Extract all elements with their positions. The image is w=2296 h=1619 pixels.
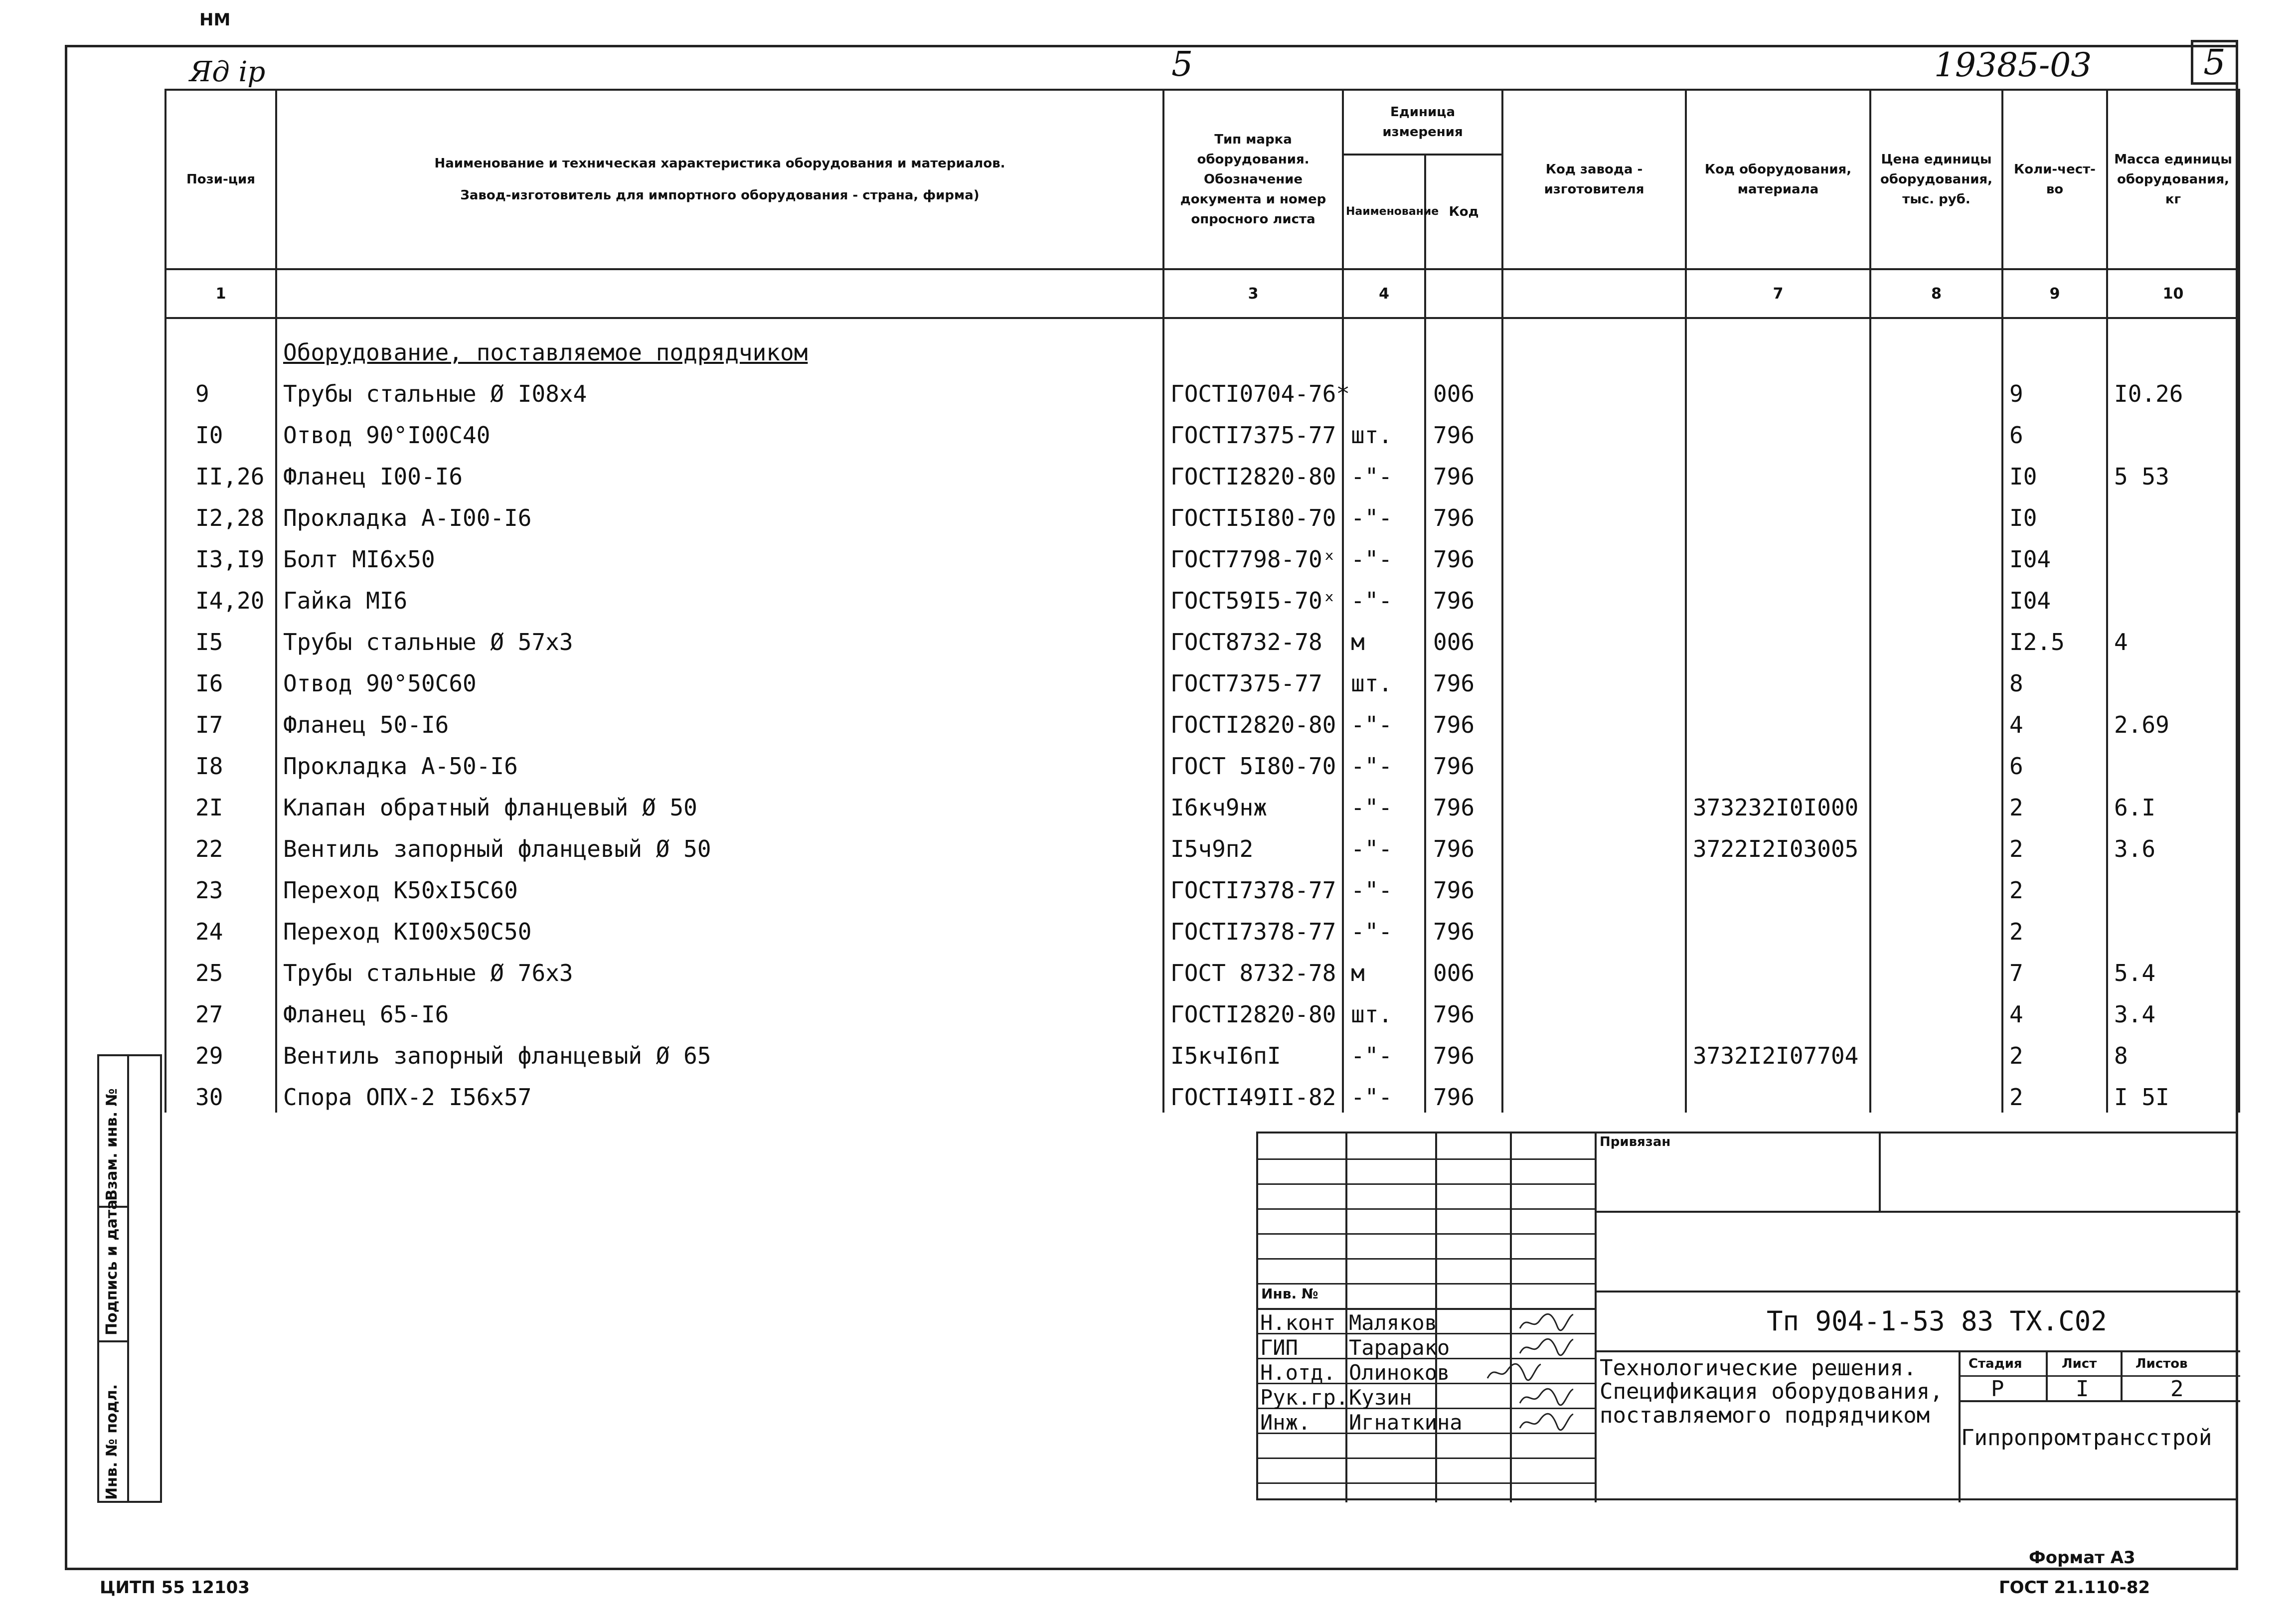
cell-mat <box>1686 699 1870 740</box>
signature-mark <box>1485 1361 1542 1383</box>
cell-factory <box>1502 451 1686 492</box>
cell-factory <box>1502 657 1686 699</box>
cell-price <box>1870 988 2002 1030</box>
cell-pos: 30 <box>165 1071 276 1113</box>
cell-mass <box>2107 906 2239 947</box>
cell-code: 796 <box>1425 533 1502 575</box>
cell-factory <box>1502 988 1686 1030</box>
cell-mat <box>1686 575 1870 616</box>
cell-pos: 9 <box>165 368 276 409</box>
cell-pos: I0 <box>165 409 276 451</box>
cell-mat <box>1686 368 1870 409</box>
cell-mass: 6.I <box>2107 782 2239 823</box>
cell-name: Трубы стальные Ø 76х3 <box>276 947 1163 988</box>
table-row <box>165 368 2239 409</box>
cell-name: Прокладка А-50-I6 <box>276 740 1163 782</box>
cell-doc: ГОСТI49II-82 <box>1163 1071 1343 1113</box>
cell-price <box>1870 864 2002 906</box>
cell-mat <box>1686 947 1870 988</box>
cell-unit <box>1343 368 1425 409</box>
cell-pos: 29 <box>165 1030 276 1071</box>
cell-code: 796 <box>1425 409 1502 451</box>
cell-factory <box>1502 575 1686 616</box>
cell-name: Трубы стальные Ø 57х3 <box>276 616 1163 657</box>
colnum-3: 3 <box>1163 269 1343 318</box>
side-sign-date: Подпись и дата <box>103 1199 121 1335</box>
cell-unit: -"- <box>1343 492 1425 533</box>
cell-doc: I6кч9нж <box>1163 782 1343 823</box>
cell-name: Прокладка А-I00-I6 <box>276 492 1163 533</box>
role-label: Н.конт <box>1260 1310 1336 1335</box>
role-label: ГИП <box>1260 1335 1298 1360</box>
cell-doc: I5кчI6пI <box>1163 1030 1343 1071</box>
cell-code: 006 <box>1425 947 1502 988</box>
cell-mass: 8 <box>2107 1030 2239 1071</box>
header-unit-code: Код <box>1425 155 1502 269</box>
cell-price <box>1870 368 2002 409</box>
cell-mass: 5 53 <box>2107 451 2239 492</box>
cell-pos: I6 <box>165 657 276 699</box>
cell-price <box>1870 451 2002 492</box>
colnum-9: 9 <box>2002 269 2107 318</box>
cell-name: Переход К50хI5С60 <box>276 864 1163 906</box>
cell-qty: 6 <box>2002 409 2107 451</box>
role-label: Рук.гр. <box>1260 1385 1349 1410</box>
table-row <box>165 988 2239 1030</box>
cell-mat <box>1686 492 1870 533</box>
role-label: Н.отд. <box>1260 1360 1336 1385</box>
signature-mark <box>1517 1411 1575 1433</box>
cell-price <box>1870 699 2002 740</box>
cell-qty: 8 <box>2002 657 2107 699</box>
stage-value: Р <box>1991 1376 2004 1402</box>
cell-code: 796 <box>1425 699 1502 740</box>
cell-code: 796 <box>1425 575 1502 616</box>
cell-mass <box>2107 492 2239 533</box>
cell-pos: I4,20 <box>165 575 276 616</box>
cell-code: 006 <box>1425 616 1502 657</box>
cell-doc: I5ч9п2 <box>1163 823 1343 864</box>
cell-doc: ГОСТI2820-80 <box>1163 451 1343 492</box>
cell-name: Трубы стальные Ø I08x4 <box>276 368 1163 409</box>
cell-name: Гайка МI6 <box>276 575 1163 616</box>
cell-factory <box>1502 1071 1686 1113</box>
cell-unit: м <box>1343 947 1425 988</box>
cell-pos: I7 <box>165 699 276 740</box>
cell-doc: ГОСТI7375-77 <box>1163 409 1343 451</box>
cell-mass <box>2107 575 2239 616</box>
cell-pos: 22 <box>165 823 276 864</box>
header-unit-name: Наименование <box>1343 155 1425 269</box>
cell-pos: I8 <box>165 740 276 782</box>
cell-doc: ГОСТ 5I80-70 <box>1163 740 1343 782</box>
colnum-7: 7 <box>1686 269 1870 318</box>
colnum-6 <box>1502 269 1686 318</box>
header-row <box>165 90 2239 155</box>
cell-name: Отвод 90°I00С40 <box>276 409 1163 451</box>
cell-name: Переход КI00х50С50 <box>276 906 1163 947</box>
cell-code: 796 <box>1425 657 1502 699</box>
top-left-signature: Яд ip <box>189 56 266 88</box>
cell-doc: ГОСТI5I80-70 <box>1163 492 1343 533</box>
cell-pos: I3,I9 <box>165 533 276 575</box>
cell-factory <box>1502 823 1686 864</box>
table-row <box>165 906 2239 947</box>
cell-mat <box>1686 864 1870 906</box>
cell-name: Клапан обратный фланцевый Ø 50 <box>276 782 1163 823</box>
cell-factory <box>1502 368 1686 409</box>
table-row <box>165 533 2239 575</box>
cell-name: Вентиль запорный фланцевый Ø 65 <box>276 1030 1163 1071</box>
cell-code: 796 <box>1425 906 1502 947</box>
cell-price <box>1870 657 2002 699</box>
cell-qty: 7 <box>2002 947 2107 988</box>
cell-qty: 2 <box>2002 906 2107 947</box>
cell-factory <box>1502 616 1686 657</box>
table-row <box>165 699 2239 740</box>
sheets-header: Листов <box>2135 1356 2188 1371</box>
table-row <box>165 782 2239 823</box>
cell-pos: 24 <box>165 906 276 947</box>
cell-qty: 2 <box>2002 1071 2107 1113</box>
cell-unit: -"- <box>1343 823 1425 864</box>
colnum-8: 8 <box>1870 269 2002 318</box>
cell-name: Вентиль запорный фланцевый Ø 50 <box>276 823 1163 864</box>
table-row <box>165 1030 2239 1071</box>
header-type: Тип марка оборудования. Обозначение документа и номер опросного листа <box>1163 90 1343 269</box>
cell-mat <box>1686 616 1870 657</box>
cell-mat <box>1686 533 1870 575</box>
cell-code: 796 <box>1425 823 1502 864</box>
page-number-box: 5 <box>2191 40 2238 85</box>
cell-qty: 6 <box>2002 740 2107 782</box>
cell-factory <box>1502 409 1686 451</box>
header-name <box>276 90 1163 269</box>
sheet-header: Лист <box>2062 1356 2097 1371</box>
cell-unit: шт. <box>1343 657 1425 699</box>
signature-mark <box>1517 1311 1575 1333</box>
cell-code: 796 <box>1425 864 1502 906</box>
role-name: Маляков <box>1349 1310 1438 1335</box>
cell-pos: I2,28 <box>165 492 276 533</box>
colnum-10: 10 <box>2107 269 2239 318</box>
cell-price <box>1870 906 2002 947</box>
cell-unit: -"- <box>1343 740 1425 782</box>
cell-unit: -"- <box>1343 1071 1425 1113</box>
cell-qty: 2 <box>2002 1030 2107 1071</box>
cell-factory <box>1502 740 1686 782</box>
cell-unit: -"- <box>1343 782 1425 823</box>
header-unit-group: Единица измерения <box>1343 90 1502 155</box>
cell-doc: ГОСТI2820-80 <box>1163 699 1343 740</box>
cell-mass: 2.69 <box>2107 699 2239 740</box>
cell-name: Болт МI6х50 <box>276 533 1163 575</box>
cell-mat <box>1686 988 1870 1030</box>
cell-qty: I04 <box>2002 575 2107 616</box>
cell-doc: ГОСТI2820-80 <box>1163 988 1343 1030</box>
cell-mass <box>2107 740 2239 782</box>
cell-doc: ГОСТ8732-78 <box>1163 616 1343 657</box>
cell-price <box>1870 1071 2002 1113</box>
cell-mass: I0.26 <box>2107 368 2239 409</box>
cell-mass: 5.4 <box>2107 947 2239 988</box>
specification-table <box>164 89 2240 1113</box>
table-row <box>165 864 2239 906</box>
cell-code: 796 <box>1425 451 1502 492</box>
side-vzam-inv: Взам. инв. № <box>103 1088 121 1201</box>
cell-pos: I5 <box>165 616 276 657</box>
cell-qty: 9 <box>2002 368 2107 409</box>
colnum-4: 4 <box>1343 269 1425 318</box>
cell-factory <box>1502 492 1686 533</box>
cell-code: 796 <box>1425 1030 1502 1071</box>
cell-price <box>1870 740 2002 782</box>
cell-qty: I0 <box>2002 492 2107 533</box>
header-name-line2: Завод-изготовитель для импортного оборудования - страна, фирма) <box>460 188 980 203</box>
cell-qty: 4 <box>2002 988 2107 1030</box>
cell-price <box>1870 947 2002 988</box>
table-row <box>165 451 2239 492</box>
cell-price <box>1870 782 2002 823</box>
signature-mark <box>1517 1386 1575 1408</box>
header-quantity: Коли-чест-во <box>2002 90 2107 269</box>
signature-mark <box>1517 1336 1575 1358</box>
cell-factory <box>1502 782 1686 823</box>
title-line3: поставляемого подрядчиком <box>1600 1403 1930 1428</box>
cell-mat <box>1686 1071 1870 1113</box>
cell-mat <box>1686 740 1870 782</box>
cell-pos: 2I <box>165 782 276 823</box>
side-stamp <box>97 1054 162 1503</box>
cell-doc: ГОСТ 8732-78 <box>1163 947 1343 988</box>
privyazan-label: Привязан <box>1600 1134 1671 1149</box>
title-line1: Технологические решения. <box>1600 1355 1917 1381</box>
cell-price <box>1870 533 2002 575</box>
organization: Гипропромтрансстрой <box>1961 1425 2212 1451</box>
column-number-row <box>165 269 2239 318</box>
cell-unit: -"- <box>1343 575 1425 616</box>
table-row <box>165 575 2239 616</box>
role-label: Инж. <box>1260 1410 1311 1435</box>
cell-qty: I0 <box>2002 451 2107 492</box>
top-mark: НМ <box>199 10 231 30</box>
header-material-code: Код оборудования, материала <box>1686 90 1870 269</box>
cell-unit: -"- <box>1343 906 1425 947</box>
cell-name: Фланец I00-I6 <box>276 451 1163 492</box>
table-row <box>165 616 2239 657</box>
bottom-right-standard: ГОСТ 21.110-82 <box>1999 1578 2150 1598</box>
sheet-value: I <box>2076 1376 2089 1402</box>
cell-mass <box>2107 864 2239 906</box>
header-position: Пози-ция <box>165 90 276 269</box>
cell-factory <box>1502 864 1686 906</box>
cell-price <box>1870 1030 2002 1071</box>
stage-header: Стадия <box>1968 1356 2022 1371</box>
cell-qty: 4 <box>2002 699 2107 740</box>
cell-unit: -"- <box>1343 451 1425 492</box>
cell-doc: ГОСТ7798-70ˣ <box>1163 533 1343 575</box>
cell-mat <box>1686 451 1870 492</box>
cell-name: Спора ОПХ-2 I56х57 <box>276 1071 1163 1113</box>
cell-qty: 2 <box>2002 782 2107 823</box>
cell-mass <box>2107 533 2239 575</box>
cell-doc: ГОСТI7378-77 <box>1163 864 1343 906</box>
section-row <box>165 318 2239 368</box>
table-row <box>165 740 2239 782</box>
cell-pos: 27 <box>165 988 276 1030</box>
cell-mass: 3.6 <box>2107 823 2239 864</box>
side-inv-podl: Инв. № подл. <box>103 1384 121 1500</box>
cell-doc: ГОСТI7378-77 <box>1163 906 1343 947</box>
role-name: Кузин <box>1349 1385 1412 1410</box>
inv-no-label: Инв. № <box>1261 1286 1318 1302</box>
cell-unit: -"- <box>1343 864 1425 906</box>
cell-price <box>1870 616 2002 657</box>
cell-factory <box>1502 699 1686 740</box>
cell-code: 796 <box>1425 782 1502 823</box>
cell-mass <box>2107 657 2239 699</box>
cell-qty: I04 <box>2002 533 2107 575</box>
colnum-2 <box>276 269 1163 318</box>
cell-pos: 23 <box>165 864 276 906</box>
header-mass: Масса единицы оборудования, кг <box>2107 90 2239 269</box>
cell-unit: -"- <box>1343 699 1425 740</box>
cell-pos: 25 <box>165 947 276 988</box>
table-row <box>165 492 2239 533</box>
cell-qty: I2.5 <box>2002 616 2107 657</box>
cell-mat <box>1686 906 1870 947</box>
specification-rows <box>165 368 2239 1113</box>
cell-code: 796 <box>1425 492 1502 533</box>
cell-price <box>1870 492 2002 533</box>
cell-pos: II,26 <box>165 451 276 492</box>
cell-mass: 3.4 <box>2107 988 2239 1030</box>
role-name: Олиноков <box>1349 1360 1450 1385</box>
document-number-top: 19385-03 <box>1934 46 2092 84</box>
cell-price <box>1870 409 2002 451</box>
cell-unit: м <box>1343 616 1425 657</box>
cell-mat: 3732I2I07704 <box>1686 1030 1870 1071</box>
header-name-line1: Наименование и техническая характеристика оборудования и материалов. <box>434 156 1005 171</box>
cell-code: 796 <box>1425 988 1502 1030</box>
cell-factory <box>1502 906 1686 947</box>
role-name: Игнаткина <box>1349 1410 1463 1435</box>
header-factory-code: Код завода - изготовителя <box>1502 90 1686 269</box>
cell-qty: 2 <box>2002 864 2107 906</box>
cell-code: 796 <box>1425 740 1502 782</box>
cell-qty: 2 <box>2002 823 2107 864</box>
title-line2: Спецификация оборудования, <box>1600 1379 1943 1404</box>
format-label: Формат А3 <box>2029 1548 2135 1568</box>
table-row <box>165 1071 2239 1113</box>
cell-name: Фланец 50-I6 <box>276 699 1163 740</box>
cell-factory <box>1502 533 1686 575</box>
cell-mass: I 5I <box>2107 1071 2239 1113</box>
title-block <box>1256 1132 2238 1500</box>
sheets-value: 2 <box>2170 1376 2184 1402</box>
cell-code: 006 <box>1425 368 1502 409</box>
bottom-left-code: ЦИТП 55 12103 <box>100 1578 250 1598</box>
cell-doc: ГОСТ7375-77 <box>1163 657 1343 699</box>
cell-factory <box>1502 947 1686 988</box>
table-row <box>165 409 2239 451</box>
cell-price <box>1870 823 2002 864</box>
cell-price <box>1870 575 2002 616</box>
cell-unit: шт. <box>1343 988 1425 1030</box>
cell-factory <box>1502 1030 1686 1071</box>
cell-mat: 373232I0I000 <box>1686 782 1870 823</box>
cell-mat: 3722I2I03005 <box>1686 823 1870 864</box>
cell-unit: -"- <box>1343 533 1425 575</box>
table-row <box>165 947 2239 988</box>
cell-doc: ГОСТI0704-76* <box>1163 368 1343 409</box>
cell-mass: 4 <box>2107 616 2239 657</box>
table-row <box>165 823 2239 864</box>
cell-code: 796 <box>1425 1071 1502 1113</box>
cell-name: Фланец 65-I6 <box>276 988 1163 1030</box>
header-price: Цена единицы оборудования, тыс. руб. <box>1870 90 2002 269</box>
cell-name: Отвод 90°50С60 <box>276 657 1163 699</box>
cell-unit: -"- <box>1343 1030 1425 1071</box>
colnum-1: 1 <box>165 269 276 318</box>
cell-doc: ГОСТ59I5-70ˣ <box>1163 575 1343 616</box>
role-name: Тарарако <box>1349 1335 1450 1360</box>
cell-unit: шт. <box>1343 409 1425 451</box>
colnum-5 <box>1425 269 1502 318</box>
cell-mass <box>2107 409 2239 451</box>
table-row <box>165 657 2239 699</box>
cell-mat <box>1686 409 1870 451</box>
document-code: Тп 904-1-53 83 ТХ.С02 <box>1767 1305 2107 1337</box>
section-title: Оборудование, поставляемое подрядчиком <box>276 318 1163 368</box>
sheet-number-top: 5 <box>1171 45 1193 84</box>
cell-mat <box>1686 657 1870 699</box>
